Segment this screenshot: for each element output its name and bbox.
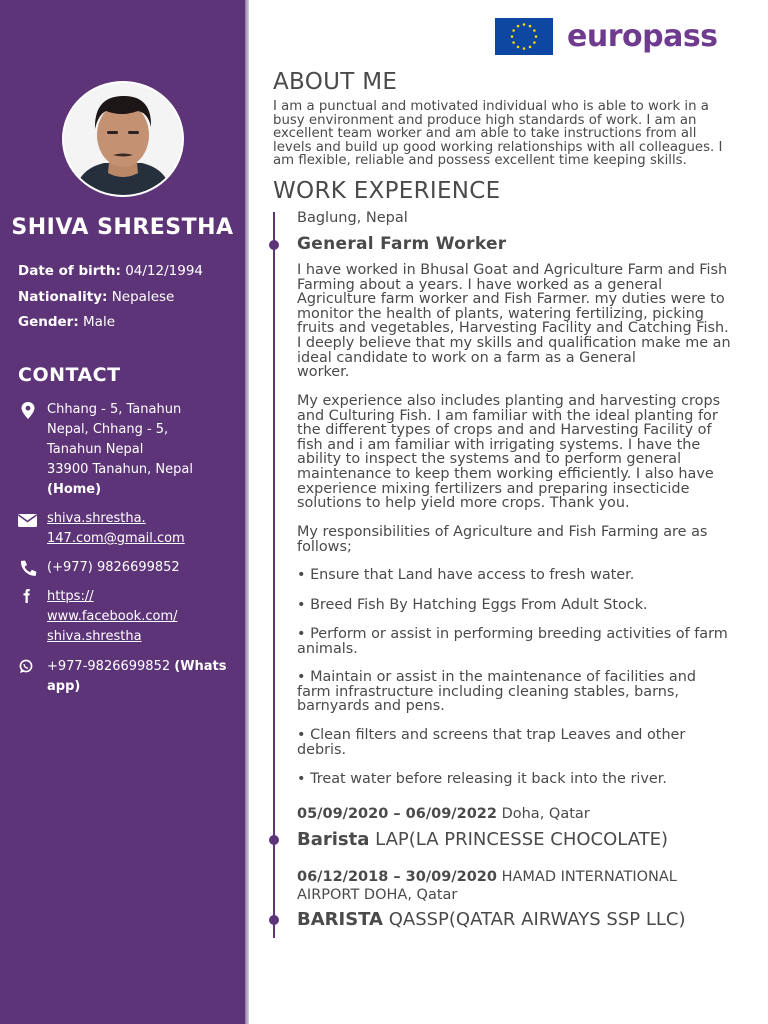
facebook-link[interactable]: https:// www.facebook.com/ shiva.shrestha <box>47 589 178 644</box>
job1-title: General Farm Worker <box>297 234 507 254</box>
whatsapp-icon <box>18 658 40 678</box>
timeline-dot <box>269 240 279 250</box>
job2-title: Barista <box>297 829 370 850</box>
job3-employer: QASSP(QATAR AIRWAYS SSP LLC) <box>388 909 686 930</box>
job2-meta <box>297 805 737 823</box>
job1-location: Baglung, Nepal <box>297 210 408 226</box>
nationality-value: Nepalese <box>111 288 175 305</box>
job3-location-line2: AIRPORT DOHA, Qatar <box>297 887 458 903</box>
dob-row: Date of birth: 04/12/1994 <box>18 263 203 279</box>
job1-paragraph-1: I have worked in Bhusal Goat and Agriculture Farm and Fish Farming about a years. I have worked as a general Agriculture farm worker and Fish Farmer. my duties were to monitor the health of plants, watering fertilizing, picking fruits and vegetables, Harvesting Facility and Catching Fish. I deeply believe that my skills and qualification make me an ideal candidate to work on a farm as a General worker. <box>297 262 731 381</box>
timeline-dot <box>269 915 279 925</box>
email-block[interactable] <box>18 509 233 549</box>
list-item: • Maintain or assist in the maintenance of facilities and farm infrastructure including cleaning stables, barns, barnyards and pens. <box>297 669 697 715</box>
contact-heading: CONTACT <box>18 364 121 386</box>
nationality-row: Nationality: Nepalese <box>18 288 175 305</box>
facebook-block[interactable] <box>18 587 233 647</box>
personal-facts <box>18 259 203 336</box>
gender-row: Gender: Male <box>18 314 116 330</box>
facebook-icon <box>18 588 40 608</box>
timeline-dot <box>269 835 279 845</box>
list-item: • Breed Fish By Hatching Eggs From Adult Stock. <box>297 597 648 613</box>
job2-location: Doha, Qatar <box>501 806 590 822</box>
sidebar <box>0 0 245 1024</box>
job3-dates: 06/12/2018 – 30/09/2020 <box>297 869 497 885</box>
job3-meta <box>297 868 737 904</box>
address-text: Chhang - 5, Tanahun Nepal, Chhang - 5, Tanahun Nepal 33900 Tanahun, Nepal (Home) <box>47 402 193 497</box>
job1-paragraph-3: My responsibilities of Agriculture and Fish Farming are as follows; <box>297 524 708 555</box>
gender-value: Male <box>83 314 116 330</box>
job1-paragraph-2: My experience also includes planting and harvesting crops and Culturing Fish. I am familiar with the ideal planting for the different types of crops and and Harvesting Facility of fish and i am familiar with irrigating systems. I have the ability to inspect the systems and to perform general maintenance to keep them working efficiently. I also have experience mixing fertilizers and preparing insecticide solutions to help yield more crops. Thank you. <box>297 393 721 512</box>
address-block <box>18 400 233 500</box>
work-heading: WORK EXPERIENCE <box>273 178 501 204</box>
email-link[interactable]: shiva.shrestha. 147.com@gmail.com <box>47 511 185 546</box>
about-heading: ABOUT ME <box>273 69 398 95</box>
list-item: • Ensure that Land have access to fresh water. <box>297 567 635 583</box>
eu-flag-icon <box>495 18 553 55</box>
about-text: I am a punctual and motivated individual who is able to work in a busy environment and produce high standards of work. I am an excellent team worker and am able to take instructions from all levels and build up good working relationships with all colleagues. I am flexible, reliable and possess excellent time keeping skills. <box>273 99 723 168</box>
envelope-icon <box>18 510 40 530</box>
sidebar-divider <box>245 0 249 1024</box>
job2-employer: LAP(LA PRINCESSE CHOCOLATE) <box>375 829 669 850</box>
full-name: SHIVA SHRESTHA <box>11 215 234 240</box>
phone-text: (+977) 9826699852 <box>47 560 180 575</box>
job3-heading <box>297 909 737 930</box>
job3-location-line1: HAMAD INTERNATIONAL <box>501 869 677 885</box>
phone-block <box>18 558 233 578</box>
location-pin-icon <box>18 401 40 421</box>
job2-dates: 05/09/2020 – 06/09/2022 <box>297 806 497 822</box>
dob-value: 04/12/1994 <box>125 263 203 279</box>
list-item: • Perform or assist in performing breeding activities of farm animals. <box>297 626 728 657</box>
job3-title: BARISTA <box>297 909 383 930</box>
phone-icon <box>18 559 40 579</box>
job2-heading <box>297 829 737 850</box>
timeline-line <box>273 212 275 938</box>
list-item: • Clean filters and screens that trap Leaves and other debris. <box>297 727 686 758</box>
list-item: • Treat water before releasing it back into the river. <box>297 771 667 787</box>
whatsapp-block <box>18 657 233 697</box>
whatsapp-text: +977-9826699852 (Whats app) <box>47 659 227 694</box>
europass-wordmark: europass <box>567 19 718 54</box>
profile-photo <box>62 81 184 197</box>
